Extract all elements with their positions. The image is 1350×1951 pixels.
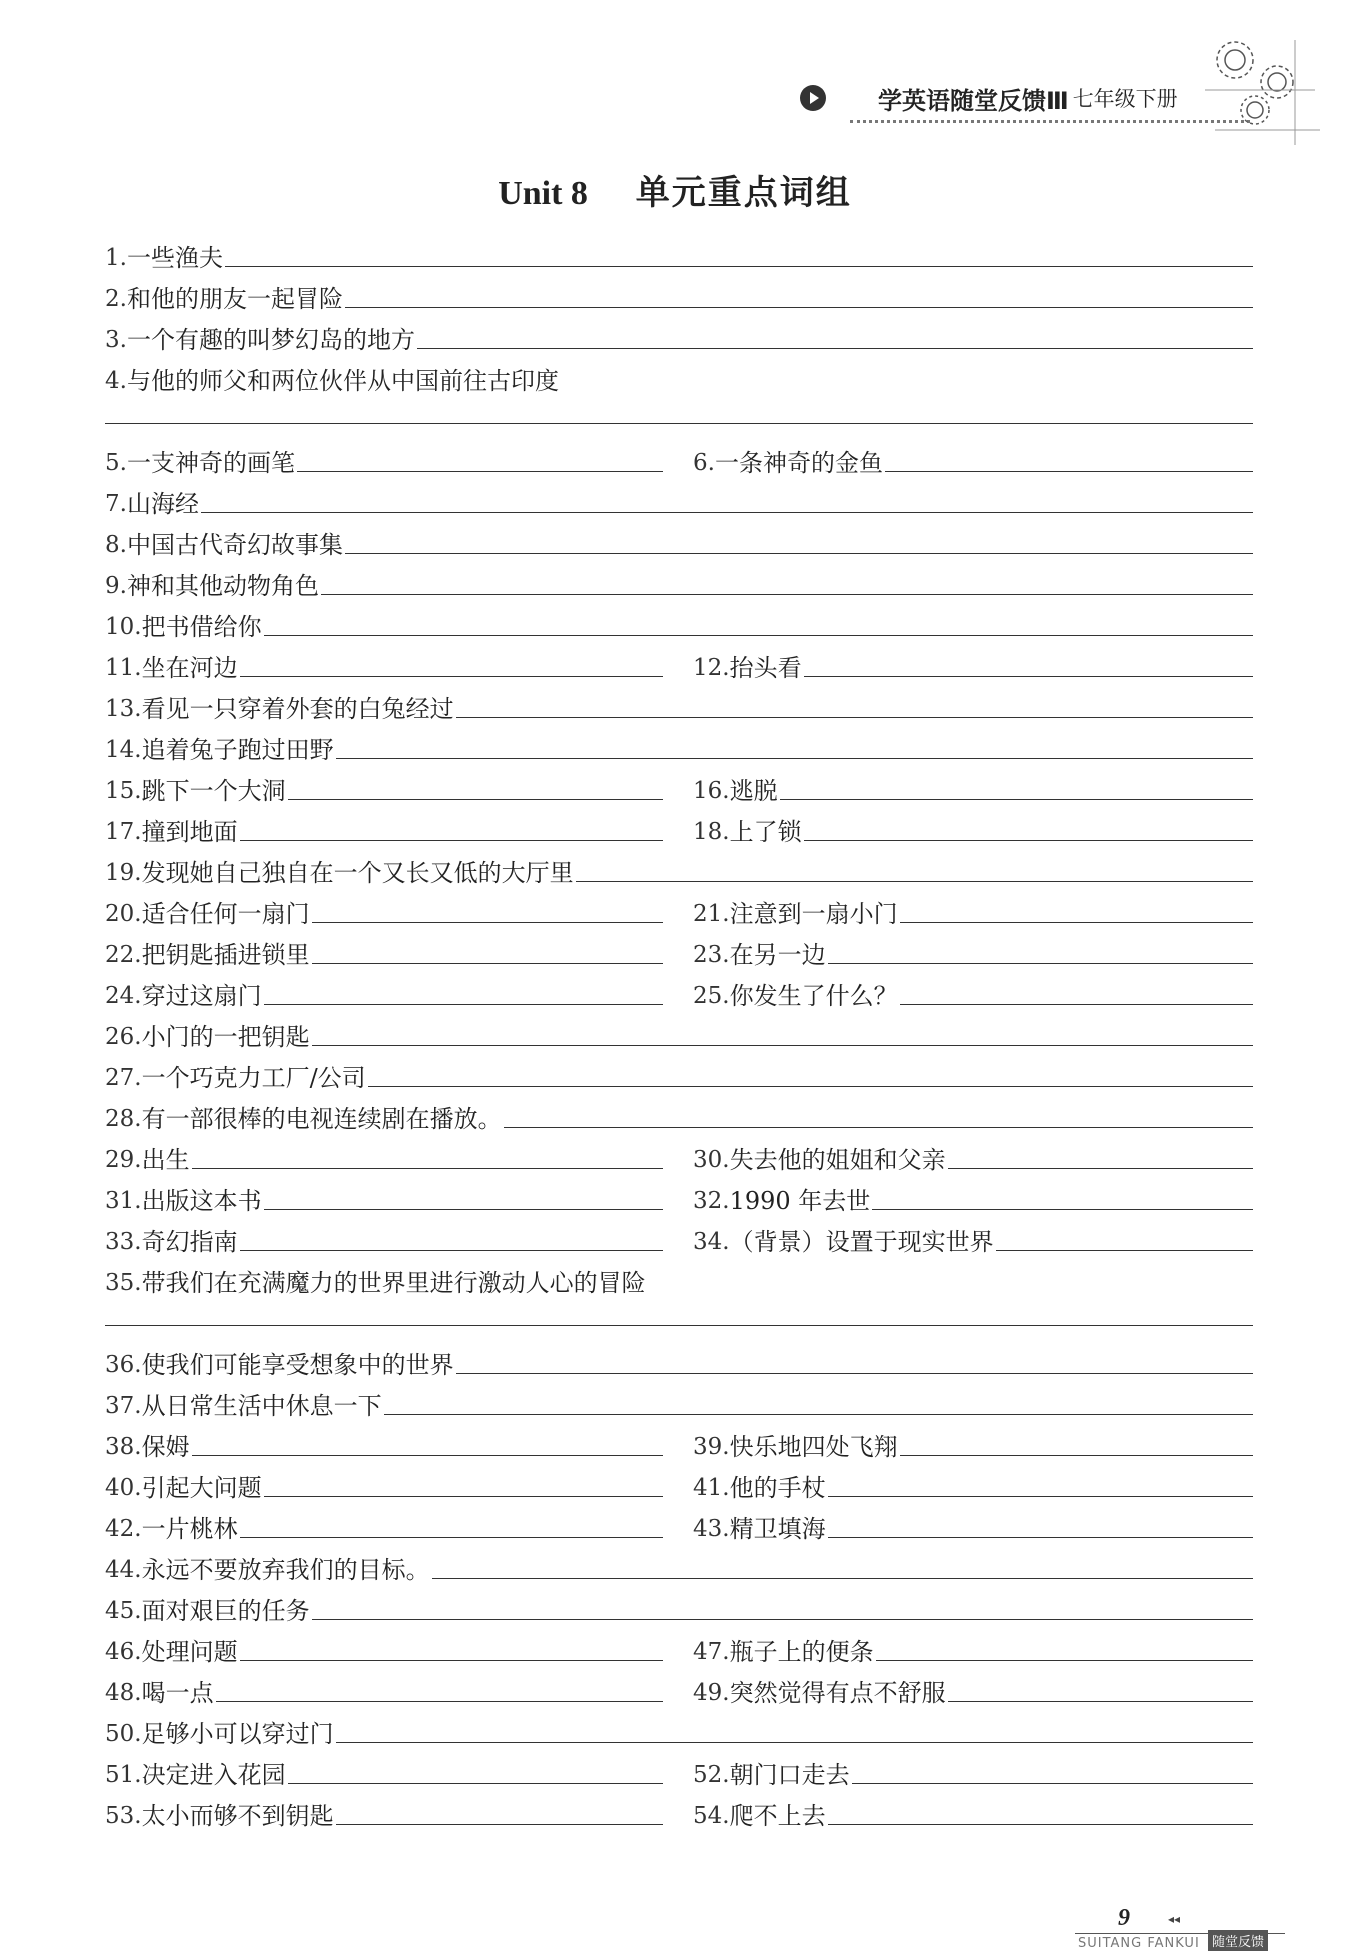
item-number: 19. bbox=[105, 860, 142, 886]
item-prompt: 神和其他动物角色 bbox=[126, 572, 319, 600]
list-row bbox=[105, 1708, 1253, 1749]
item-prompt: 一支神奇的画笔 bbox=[126, 449, 295, 477]
list-row bbox=[105, 560, 1253, 601]
list-item bbox=[693, 1421, 1253, 1462]
item-prompt: （背景）设置于现实世界 bbox=[729, 1228, 994, 1256]
list-item bbox=[105, 1257, 1253, 1298]
answer-blank[interactable] bbox=[885, 470, 1253, 472]
list-row bbox=[105, 1462, 1253, 1503]
item-number: 17. bbox=[105, 819, 142, 845]
item-prompt: 穿过这扇门 bbox=[141, 982, 262, 1010]
list-item bbox=[105, 601, 1253, 642]
list-item bbox=[105, 683, 1253, 724]
answer-blank[interactable] bbox=[948, 1167, 1253, 1169]
answer-blank[interactable] bbox=[336, 1741, 1253, 1743]
answer-blank[interactable] bbox=[288, 798, 663, 800]
unit-heading: 单元重点词组 bbox=[635, 173, 852, 213]
header-dotted-rule bbox=[850, 120, 1250, 123]
item-number: 7. bbox=[105, 491, 127, 517]
list-item bbox=[693, 970, 1253, 1011]
list-item bbox=[105, 765, 663, 806]
list-item bbox=[105, 888, 663, 929]
item-prompt: 失去他的姐姐和父亲 bbox=[729, 1146, 946, 1174]
answer-blank[interactable] bbox=[216, 1700, 663, 1702]
list-row bbox=[105, 1585, 1253, 1626]
list-item bbox=[105, 1380, 1253, 1421]
item-number: 8. bbox=[105, 532, 127, 558]
list-item bbox=[105, 560, 1253, 601]
item-prompt: 足够小可以穿过门 bbox=[141, 1720, 334, 1748]
item-prompt: 爬不上去 bbox=[729, 1802, 826, 1830]
answer-blank[interactable] bbox=[948, 1700, 1253, 1702]
list-item bbox=[105, 1216, 663, 1257]
item-prompt: 有一部很棒的电视连续剧在播放。 bbox=[141, 1105, 502, 1133]
item-prompt: 朝门口走去 bbox=[729, 1761, 850, 1789]
page-title bbox=[0, 165, 1350, 214]
item-prompt: 喝一点 bbox=[141, 1679, 214, 1707]
list-row bbox=[105, 1339, 1253, 1380]
answer-blank[interactable] bbox=[312, 1044, 1253, 1046]
answer-blank[interactable] bbox=[240, 1249, 663, 1251]
answer-blank[interactable] bbox=[456, 716, 1253, 718]
answer-blank[interactable] bbox=[900, 1003, 1253, 1005]
list-item bbox=[105, 1134, 663, 1175]
list-row bbox=[105, 1626, 1253, 1667]
item-number: 51. bbox=[105, 1762, 142, 1788]
answer-blank[interactable] bbox=[900, 1454, 1253, 1456]
list-item bbox=[105, 1503, 663, 1544]
item-prompt: 瓶子上的便条 bbox=[729, 1638, 874, 1666]
list-row bbox=[105, 888, 1253, 929]
answer-blank[interactable] bbox=[105, 1325, 1253, 1326]
list-row bbox=[105, 273, 1253, 314]
list-item bbox=[693, 1667, 1253, 1708]
answer-blank[interactable] bbox=[312, 962, 663, 964]
list-row bbox=[105, 355, 1253, 437]
list-item bbox=[693, 642, 1253, 683]
list-item bbox=[105, 806, 663, 847]
item-number: 40. bbox=[105, 1475, 142, 1501]
item-prompt: 一些渔夫 bbox=[126, 244, 223, 272]
answer-blank[interactable] bbox=[105, 423, 1253, 424]
item-number: 26. bbox=[105, 1024, 142, 1050]
list-item bbox=[105, 1790, 663, 1831]
item-number: 34. bbox=[693, 1229, 730, 1255]
item-prompt: 一片桃林 bbox=[141, 1515, 238, 1543]
item-prompt: 逃脱 bbox=[729, 777, 778, 805]
answer-blank[interactable] bbox=[264, 1003, 663, 1005]
item-prompt: 一个有趣的叫梦幻岛的地方 bbox=[126, 326, 415, 354]
unit-label: Unit 8 bbox=[498, 175, 588, 212]
list-item bbox=[105, 478, 1253, 519]
answer-blank[interactable] bbox=[312, 921, 663, 923]
list-row bbox=[105, 1134, 1253, 1175]
list-item bbox=[105, 1339, 1253, 1380]
answer-blank[interactable] bbox=[321, 593, 1253, 595]
list-item bbox=[105, 1175, 663, 1216]
answer-blank[interactable] bbox=[297, 470, 663, 472]
answer-blank[interactable] bbox=[345, 552, 1253, 554]
list-row bbox=[105, 1257, 1253, 1339]
answer-blank[interactable] bbox=[336, 1823, 663, 1825]
item-prompt: 奇幻指南 bbox=[141, 1228, 238, 1256]
answer-blank[interactable] bbox=[264, 1208, 663, 1210]
list-item bbox=[693, 1462, 1253, 1503]
list-row bbox=[105, 1216, 1253, 1257]
item-number: 12. bbox=[693, 655, 730, 681]
list-item bbox=[693, 1503, 1253, 1544]
item-prompt: 发现她自己独自在一个又长又低的大厅里 bbox=[141, 859, 574, 887]
item-number: 28. bbox=[105, 1106, 142, 1132]
item-number: 29. bbox=[105, 1147, 142, 1173]
item-prompt: 抬头看 bbox=[729, 654, 802, 682]
list-row bbox=[105, 601, 1253, 642]
item-number: 5. bbox=[105, 450, 127, 476]
answer-blank[interactable] bbox=[876, 1659, 1253, 1661]
answer-blank[interactable] bbox=[288, 1782, 663, 1784]
item-prompt: 适合任何一扇门 bbox=[141, 900, 310, 928]
list-row bbox=[105, 683, 1253, 724]
list-item bbox=[105, 1462, 663, 1503]
answer-blank[interactable] bbox=[432, 1577, 1253, 1579]
list-row bbox=[105, 806, 1253, 847]
answer-blank[interactable] bbox=[225, 265, 1253, 267]
item-prompt: 永远不要放弃我们的目标。 bbox=[141, 1556, 430, 1584]
list-row bbox=[105, 1175, 1253, 1216]
list-item bbox=[105, 724, 1253, 765]
item-number: 27. bbox=[105, 1065, 142, 1091]
item-prompt: 从日常生活中休息一下 bbox=[141, 1392, 382, 1420]
item-prompt: 中国古代奇幻故事集 bbox=[126, 531, 343, 559]
item-number: 24. bbox=[105, 983, 142, 1009]
item-prompt: 注意到一扇小门 bbox=[729, 900, 898, 928]
item-number: 39. bbox=[693, 1434, 730, 1460]
item-number: 36. bbox=[105, 1352, 142, 1378]
list-item bbox=[693, 1134, 1253, 1175]
list-row bbox=[105, 724, 1253, 765]
item-number: 42. bbox=[105, 1516, 142, 1542]
item-prompt: 小门的一把钥匙 bbox=[141, 1023, 310, 1051]
item-number: 25. bbox=[693, 983, 730, 1009]
list-item bbox=[105, 232, 1253, 273]
item-number: 2. bbox=[105, 286, 127, 312]
answer-blank[interactable] bbox=[264, 634, 1253, 636]
item-number: 46. bbox=[105, 1639, 142, 1665]
item-prompt: 出生 bbox=[141, 1146, 190, 1174]
list-item bbox=[105, 1585, 1253, 1626]
item-number: 49. bbox=[693, 1680, 730, 1706]
list-item bbox=[693, 437, 1253, 478]
list-item bbox=[105, 355, 1253, 396]
item-number: 30. bbox=[693, 1147, 730, 1173]
item-number: 52. bbox=[693, 1762, 730, 1788]
item-prompt: 带我们在充满魔力的世界里进行激动人心的冒险 bbox=[141, 1269, 646, 1297]
item-prompt: 山海经 bbox=[126, 490, 199, 518]
list-item bbox=[693, 1175, 1253, 1216]
item-prompt: 和他的朋友一起冒险 bbox=[126, 285, 343, 313]
list-row bbox=[105, 642, 1253, 683]
list-item bbox=[105, 642, 663, 683]
item-prompt: 追着兔子跑过田野 bbox=[141, 736, 334, 764]
answer-blank[interactable] bbox=[804, 675, 1253, 677]
list-row bbox=[105, 765, 1253, 806]
list-item bbox=[105, 929, 663, 970]
list-item bbox=[693, 1626, 1253, 1667]
item-number: 44. bbox=[105, 1557, 142, 1583]
list-row bbox=[105, 437, 1253, 478]
answer-blank[interactable] bbox=[312, 1618, 1253, 1620]
list-item bbox=[693, 1749, 1253, 1790]
answer-blank[interactable] bbox=[828, 1536, 1253, 1538]
item-prompt: 跳下一个大洞 bbox=[141, 777, 286, 805]
item-number: 21. bbox=[693, 901, 730, 927]
item-number: 15. bbox=[105, 778, 142, 804]
item-number: 43. bbox=[693, 1516, 730, 1542]
item-prompt: 他的手杖 bbox=[729, 1474, 826, 1502]
play-icon bbox=[800, 85, 826, 111]
answer-blank[interactable] bbox=[368, 1085, 1253, 1087]
list-row bbox=[105, 1421, 1253, 1462]
answer-blank[interactable] bbox=[828, 1823, 1253, 1825]
item-prompt: 一个巧克力工厂/公司 bbox=[141, 1064, 366, 1092]
list-item bbox=[105, 273, 1253, 314]
list-item bbox=[105, 847, 1253, 888]
item-prompt: 上了锁 bbox=[729, 818, 802, 846]
list-row bbox=[105, 478, 1253, 519]
list-item bbox=[105, 519, 1253, 560]
item-number: 35. bbox=[105, 1270, 142, 1296]
answer-blank[interactable] bbox=[828, 962, 1253, 964]
item-prompt: 出版这本书 bbox=[141, 1187, 262, 1215]
page-header bbox=[800, 78, 1250, 118]
item-number: 38. bbox=[105, 1434, 142, 1460]
answer-blank[interactable] bbox=[240, 1659, 663, 1661]
list-row bbox=[105, 232, 1253, 273]
list-row bbox=[105, 970, 1253, 1011]
list-row bbox=[105, 1380, 1253, 1421]
answer-blank[interactable] bbox=[804, 839, 1253, 841]
answer-blank[interactable] bbox=[872, 1208, 1253, 1210]
page-number: 9 bbox=[1118, 1905, 1130, 1931]
answer-blank[interactable] bbox=[240, 675, 663, 677]
list-item bbox=[105, 1052, 1253, 1093]
item-prompt: 处理问题 bbox=[141, 1638, 238, 1666]
answer-blank[interactable] bbox=[828, 1495, 1253, 1497]
item-number: 10. bbox=[105, 614, 142, 640]
item-number: 4. bbox=[105, 368, 127, 394]
answer-blank[interactable] bbox=[384, 1413, 1253, 1415]
list-item bbox=[105, 1708, 1253, 1749]
answer-blank[interactable] bbox=[264, 1495, 663, 1497]
list-item bbox=[105, 970, 663, 1011]
list-item bbox=[693, 888, 1253, 929]
footer-brand: SUITANG FANKUI bbox=[1078, 1936, 1200, 1951]
list-item bbox=[105, 1093, 1253, 1134]
item-prompt: 一条神奇的金鱼 bbox=[714, 449, 883, 477]
list-item bbox=[105, 1667, 663, 1708]
item-prompt: 你发生了什么？ bbox=[729, 982, 898, 1010]
list-row bbox=[105, 1011, 1253, 1052]
list-item bbox=[105, 1011, 1253, 1052]
item-prompt: 快乐地四处飞翔 bbox=[729, 1433, 898, 1461]
answer-blank[interactable] bbox=[900, 921, 1253, 923]
item-prompt: 看见一只穿着外套的白兔经过 bbox=[141, 695, 454, 723]
answer-blank[interactable] bbox=[240, 839, 663, 841]
answer-blank[interactable] bbox=[996, 1249, 1253, 1251]
item-number: 11. bbox=[105, 655, 142, 681]
item-number: 23. bbox=[693, 942, 730, 968]
answer-blank[interactable] bbox=[456, 1372, 1253, 1374]
list-item bbox=[105, 1749, 663, 1790]
list-row bbox=[105, 1790, 1253, 1831]
item-number: 32. bbox=[693, 1188, 730, 1214]
book-subtitle: 七年级下册 bbox=[1072, 87, 1178, 111]
phrase-list bbox=[105, 232, 1253, 1831]
item-prompt: 引起大问题 bbox=[141, 1474, 262, 1502]
item-number: 50. bbox=[105, 1721, 142, 1747]
answer-blank[interactable] bbox=[576, 880, 1253, 882]
answer-blank[interactable] bbox=[780, 798, 1253, 800]
answer-blank[interactable] bbox=[240, 1536, 663, 1538]
answer-blank[interactable] bbox=[201, 511, 1253, 513]
answer-blank[interactable] bbox=[336, 757, 1253, 759]
item-prompt: 使我们可能享受想象中的世界 bbox=[141, 1351, 454, 1379]
item-number: 20. bbox=[105, 901, 142, 927]
item-prompt: 把书借给你 bbox=[141, 613, 262, 641]
item-number: 13. bbox=[105, 696, 142, 722]
list-row bbox=[105, 1749, 1253, 1790]
item-number: 22. bbox=[105, 942, 142, 968]
list-item bbox=[105, 314, 1253, 355]
list-row bbox=[105, 1093, 1253, 1134]
list-item bbox=[693, 806, 1253, 847]
item-prompt: 突然觉得有点不舒服 bbox=[729, 1679, 946, 1707]
item-number: 18. bbox=[693, 819, 730, 845]
item-number: 41. bbox=[693, 1475, 730, 1501]
list-row bbox=[105, 519, 1253, 560]
list-row bbox=[105, 1052, 1253, 1093]
list-item bbox=[105, 1421, 663, 1462]
item-number: 6. bbox=[693, 450, 715, 476]
item-number: 45. bbox=[105, 1598, 142, 1624]
item-number: 53. bbox=[105, 1803, 142, 1829]
list-row bbox=[105, 1667, 1253, 1708]
item-number: 31. bbox=[105, 1188, 142, 1214]
item-number: 48. bbox=[105, 1680, 142, 1706]
item-prompt: 决定进入花园 bbox=[141, 1761, 286, 1789]
item-prompt: 坐在河边 bbox=[141, 654, 238, 682]
item-number: 1. bbox=[105, 245, 127, 271]
item-prompt: 1990 年去世 bbox=[729, 1187, 871, 1215]
book-title: 学英语随堂反馈Ⅲ bbox=[878, 86, 1069, 115]
list-item bbox=[105, 1626, 663, 1667]
answer-blank[interactable] bbox=[417, 347, 1253, 349]
list-item bbox=[693, 1216, 1253, 1257]
list-item bbox=[105, 437, 663, 478]
list-item bbox=[105, 1544, 1253, 1585]
arrow-left-icon: ◂◂ bbox=[1168, 1912, 1181, 1926]
answer-blank[interactable] bbox=[345, 306, 1253, 308]
item-number: 54. bbox=[693, 1803, 730, 1829]
item-number: 3. bbox=[105, 327, 127, 353]
list-row bbox=[105, 1544, 1253, 1585]
item-prompt: 把钥匙插进锁里 bbox=[141, 941, 310, 969]
list-row bbox=[105, 929, 1253, 970]
item-prompt: 保姆 bbox=[141, 1433, 190, 1461]
item-prompt: 面对艰巨的任务 bbox=[141, 1597, 310, 1625]
answer-blank[interactable] bbox=[504, 1126, 1253, 1128]
item-number: 47. bbox=[693, 1639, 730, 1665]
item-number: 16. bbox=[693, 778, 730, 804]
item-prompt: 在另一边 bbox=[729, 941, 826, 969]
answer-blank[interactable] bbox=[192, 1167, 663, 1169]
item-number: 37. bbox=[105, 1393, 142, 1419]
list-item bbox=[693, 765, 1253, 806]
item-number: 14. bbox=[105, 737, 142, 763]
answer-blank[interactable] bbox=[192, 1454, 663, 1456]
footer-tag: 随堂反馈 bbox=[1208, 1930, 1268, 1951]
answer-blank[interactable] bbox=[852, 1782, 1253, 1784]
flower-ornament-icon bbox=[1195, 30, 1325, 150]
item-prompt: 撞到地面 bbox=[141, 818, 238, 846]
item-prompt: 精卫填海 bbox=[729, 1515, 826, 1543]
item-prompt: 与他的师父和两位伙伴从中国前往古印度 bbox=[126, 367, 559, 395]
list-row bbox=[105, 314, 1253, 355]
item-number: 33. bbox=[105, 1229, 142, 1255]
item-number: 9. bbox=[105, 573, 127, 599]
list-row bbox=[105, 1503, 1253, 1544]
item-prompt: 太小而够不到钥匙 bbox=[141, 1802, 334, 1830]
list-item bbox=[693, 1790, 1253, 1831]
list-item bbox=[693, 929, 1253, 970]
list-row bbox=[105, 847, 1253, 888]
